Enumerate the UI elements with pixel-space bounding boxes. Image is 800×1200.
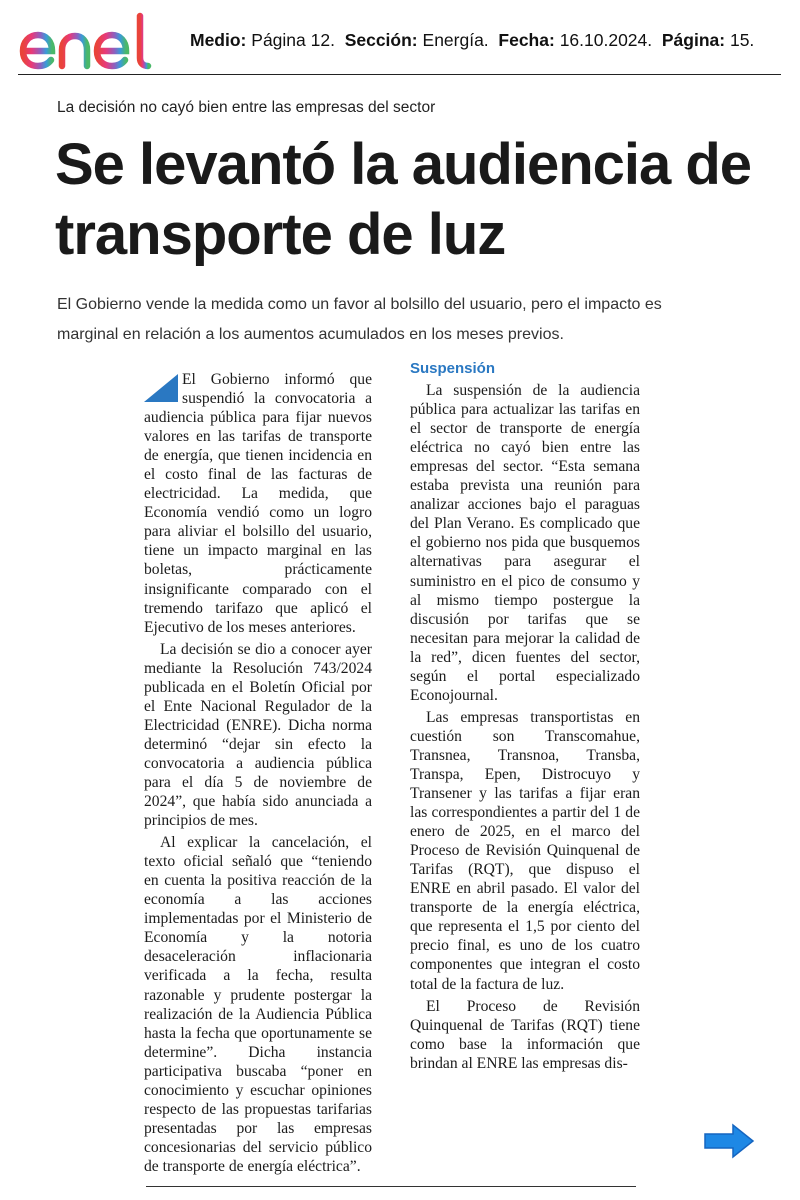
- pagina-label: Página:: [661, 30, 726, 50]
- paragraph: El Proceso de Revisión Quinquenal de Tarifas (RQT) tiene como base la información que brindan al ENRE las empresas dis-: [410, 997, 640, 1072]
- paragraph: El Gobierno informó que suspendió la convocatoria a audiencia pública para fijar nuevos valores en las tarifas de transporte de energía, que tienen incidencia en el costo final de las facturas de electricidad. La medida, que Economía vendió como un logro para aliviar el bolsillo del usuario, tiene un impacto marginal en las boletas, prácticamente insignificante comparado con el tremendo tarifazo que aplicó el Ejecutivo de los meses anteriores.: [144, 371, 372, 636]
- article-kicker: La decisión no cayó bien entre las empresas del sector: [57, 99, 436, 116]
- article-headline: Se levantó la audiencia de transporte de luz: [55, 132, 752, 267]
- enel-logo: [16, 10, 181, 72]
- footer-divider: [146, 1186, 636, 1187]
- paragraph: Al explicar la cancelación, el texto oficial señaló que “teniendo en cuenta la positiva reacción de la economía a las acciones implementadas por el Ministerio de Economía y la notoria desaceleración inflacionaria verificada a la fecha, resulta razonable y prudente postergar la realización de la Audiencia Pública hasta la fecha que oportunamente se determine”. Dicha instancia participativa buscaba “poner en conocimiento y escuchar opiniones respecto de las propuestas tarifarias presentadas por las empresas concesionarias del servicio público de transporte de energía eléctrica”.: [144, 834, 372, 1175]
- header-divider: [18, 74, 781, 75]
- paragraph: La suspensión de la audiencia pública para actualizar las tarifas en el sector de transporte de energía eléctrica no cayó bien entre las empresas del sector. “Esta semana estaba prevista una reunión para analizar acciones bajo el paraguas del Plan Verano. Es complicado que el gobierno nos pida que busquemos alternativas para asegurar el suministro en el pico de consumo y al mismo tiempo postergue la discusión por tarifas que se necesitan para mejorar la calidad de la red”, dicen fuentes del sector, según el portal especializado Econojournal.: [410, 382, 640, 704]
- article-column-left: [144, 370, 372, 1176]
- pagina-value: 15.: [729, 30, 755, 50]
- medio-label: Medio:: [190, 30, 247, 50]
- article-column-right: [410, 359, 640, 1073]
- seccion-value: Energía.: [422, 30, 489, 50]
- triangle-icon: [144, 374, 178, 402]
- medio-value: Página 12.: [251, 30, 335, 50]
- paragraph: La decisión se dio a conocer ayer mediante la Resolución 743/2024 publicada en el Boletín Oficial por el Ente Nacional Regulador de la Electricidad (ENRE). Dicha norma determinó “dejar sin efecto la convocatoria a audiencia pública para el día 5 de noviembre de 2024”, que había sido anunciada a principios de mes.: [144, 640, 372, 830]
- section-heading: Suspensión: [410, 360, 496, 377]
- paragraph: Las empresas transportistas en cuestión son Transcomahue, Transnea, Transnoa, Transba, Transpa, Epen, Distrocuyo y Transener y las tarifas a fijar eran las correspondientes a partir del 1 de enero de 2025, en el marco del Proceso de Revisión Quinquenal de Tarifas (RQT), que dispuso el ENRE en abril pasado. El valor del transporte de la energía eléctrica, que representa el 1,5 por ciento del precio final, es uno de los cuatro componentes que integran el costo total de la factura de luz.: [410, 708, 640, 993]
- seccion-label: Sección:: [344, 30, 418, 50]
- fecha-label: Fecha:: [498, 30, 555, 50]
- clipping-metadata: [190, 30, 754, 51]
- article-lede: El Gobierno vende la medida como un favor al bolsillo del usuario, pero el impacto es marginal en relación a los aumentos acumulados en los meses previos.: [57, 296, 662, 343]
- arrow-right-icon[interactable]: [703, 1123, 755, 1159]
- fecha-value: 16.10.2024.: [559, 30, 653, 50]
